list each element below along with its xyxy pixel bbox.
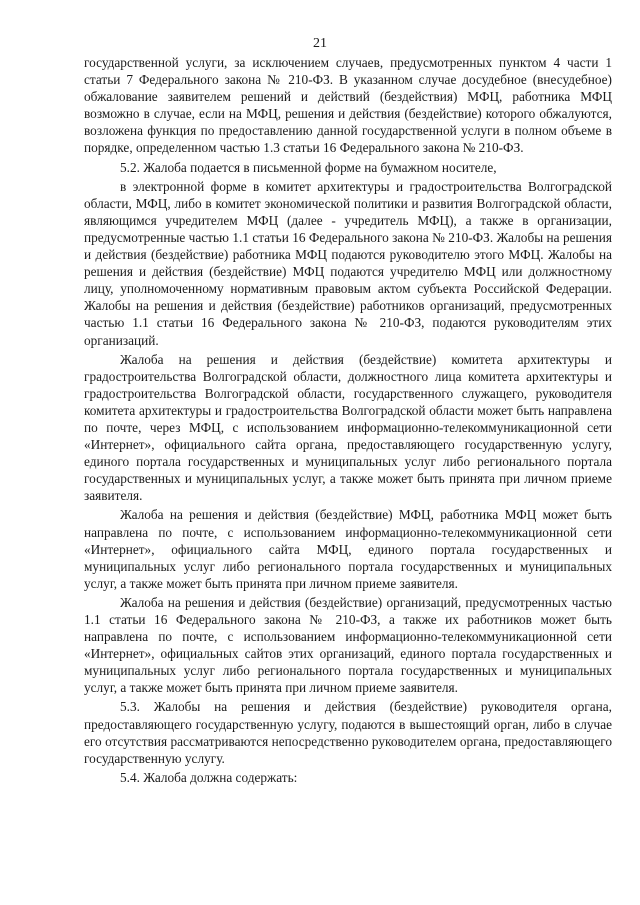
paragraph: государственной услуги, за исключением случаев, предусмотренных пунктом 4 части 1 статьи 7 Федерального закона № 210-ФЗ. В указанном случае досудебное (внесудебное) обжалование заявителем решений и действий (бездействия) МФЦ, работника МФЦ возможно в случае, если на МФЦ, решения и действия (бездействие) которого обжалуются, возложена функция по предоставлению данной государственной услуги в полном объеме в порядке, определенном частью 1.3 статьи 16 Федерального закона № 210-ФЗ. [84,55,612,156]
paragraph: 5.2. Жалоба подается в письменной форме на бумажном носителе, [120,159,497,175]
paragraph: в электронной форме в комитет архитектуры и градостроительства Волгоградской области, МФЦ, либо в комитет экономической политики и развития Волгоградской области, являющимся учредителем МФЦ (далее - учредитель МФЦ), а также в организации, предусмотренные частью 1.1 статьи 16 Федерального закона № 210-ФЗ. Жалобы на решения и действия (бездействие) работника МФЦ подаются руководителю этого МФЦ. Жалобы на решения и действия (бездействие) МФЦ подаются учредителю МФЦ или должностному лицу, уполномоченному нормативным правовым актом субъекта Российской Федерации. Жалобы на решения и действия (бездействие) работников организаций, предусмотренных частью 1.1 статьи 16 Федерального закона № 210-ФЗ, подаются руководителям этих организаций. [84,178,612,348]
page-number: 21 [313,36,327,51]
paragraph: Жалоба на решения и действия (бездействие) МФЦ, работника МФЦ может быть направлена по почте, с использованием информационно-телекоммуникационной сети «Интернет», официального сайта МФЦ, единого портала государственных и муниципальных услуг либо регионального портала государственных и муниципальных услуг, а также может быть принята при личном приеме заявителя. [84,507,612,591]
document-body [84,54,612,788]
paragraph: Жалоба на решения и действия (бездействие) организаций, предусмотренных частью 1.1 статьи 16 Федерального закона № 210-ФЗ, а также их работников может быть направлена по почте, с использованием информационно-телекоммуникационной сети «Интернет», официальных сайтов этих организаций, единого портала государственных и муниципальных услуг либо регионального портала государственных и муниципальных услуг, а также может быть принята при личном приеме заявителя. [84,594,612,696]
paragraph: 5.3. Жалобы на решения и действия (бездействие) руководителя органа, предоставляющего государственную услугу, подаются в вышестоящий орган, либо в случае его отсутствия рассматриваются непосредственно руководителем органа, предоставляющего государственную услугу. [84,699,612,766]
paragraph: Жалоба на решения и действия (бездействие) комитета архитектуры и градостроительства Волгоградской области, должностного лица комитета архитектуры и градостроительства Волгоградской области, государственного служащего, руководителя комитета архитектуры и градостроительства Волгоградской области может быть направлена по почте, через МФЦ, с использованием информационно-телекоммуникационной сети «Интернет», официального сайта органа, предоставляющего государственную услугу, единого портала государственных и муниципальных услуг либо регионального портала государственных и муниципальных услуг, а также может быть принята при личном приеме заявителя. [84,351,612,504]
paragraph: 5.4. Жалоба должна содержать: [120,769,298,785]
